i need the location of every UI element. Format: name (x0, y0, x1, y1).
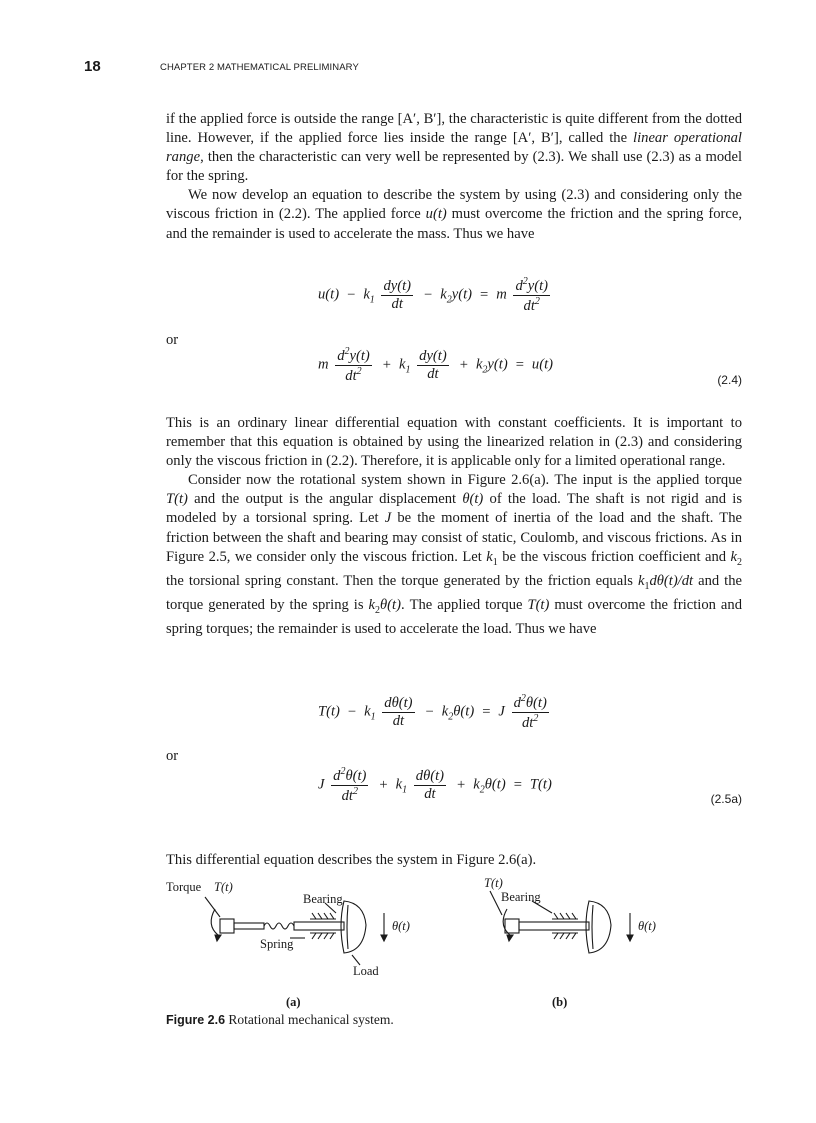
equation-number: (2.5a) (710, 792, 742, 806)
text-run: J (384, 510, 392, 527)
text-run: θ(t) (462, 491, 484, 508)
shaft-left (234, 923, 264, 929)
text-run: k (730, 548, 738, 565)
equation-2-5a: J $\frac{d^2\theta(t)}{dt^2}$ + $k_1$ $\frac{d\theta(t)}{dt}$ + $k_2\theta(t) = T(t)$ (318, 766, 552, 804)
text-run: of the load. The shaft is not rigid and is modeled by a torsional spring. Let (166, 491, 743, 527)
text-run: θ(t) (380, 596, 401, 613)
sub-label-b: (b) (552, 995, 568, 1009)
running-head: CHAPTER 2 MATHEMATICAL PRELIMINARY (160, 62, 359, 73)
paragraph (166, 471, 742, 638)
text-run: dθ(t)/dt (649, 572, 694, 589)
or-text: or (166, 748, 179, 764)
bearing-label-b: Bearing (501, 890, 541, 904)
text-run: must overcome the friction and spring torques; the remainder is used to accelerate the load. Thus we have (166, 596, 743, 637)
bearing-label: Bearing (303, 892, 343, 906)
theta-label-b: θ(t) (638, 919, 656, 933)
torque-symbol-b: T(t) (484, 876, 503, 890)
closing-sentence: This differential equation describes the system in Figure 2.6(a). (166, 852, 537, 868)
text-run: u(t) (425, 206, 447, 223)
torque-label: Torque (166, 880, 202, 894)
text-run: . The applied torque (400, 596, 528, 613)
text-run: 1 (492, 556, 498, 568)
spring-label: Spring (260, 937, 294, 951)
text-block-top (166, 110, 742, 244)
figure-2-6 (160, 875, 660, 1015)
text-run: be the viscous friction coefficient and (497, 548, 731, 565)
shaft-end-b (505, 919, 519, 933)
text-run: the torsional spring constant. Then the torque generated by the friction equals (166, 572, 638, 589)
equation-torque-balance: $T(t) - k_1$ $\frac{d\theta(t)}{dt}$ − $k_2\theta(t) = J$ $\frac{d^2\theta(t)}{dt^2}$ (318, 693, 547, 731)
load-disk-b (586, 901, 611, 953)
paragraph (166, 414, 742, 471)
figure-caption (166, 1012, 394, 1028)
text-run: Consider now the rotational system shown in Figure 2.6(a). The input is the applied torque (188, 472, 742, 489)
text-run: and the output is the angular displacement (187, 491, 463, 508)
text-run: linear operational range (166, 130, 742, 166)
text-run: k (486, 548, 493, 565)
text-run: , then the characteristic can very well be represented by (2.3). We shall use (2.3) as a model for the spring. (166, 149, 742, 185)
text-block-middle (166, 414, 742, 639)
figure-caption-label: Figure 2.6 (166, 1013, 226, 1027)
torque-arrowhead (215, 935, 221, 941)
equation-2-4: m $\frac{d^2y(t)}{dt^2}$ + $k_1$ $\frac{dy(t)}{dt}$ + $k_2y(t) = u(t)$ (318, 346, 553, 384)
paragraph (166, 110, 742, 186)
text-run: 1 (644, 580, 650, 592)
text-run: T(t) (166, 491, 188, 508)
text-run: be the moment of inertia of the load and the shaft. The friction between the shaft and bearing may consist of static, Coulomb, and viscous frictions. As in Figure 2.5, we consider only the viscous friction. Let (166, 510, 742, 565)
text-run: T(t) (527, 596, 550, 613)
torque-symbol: T(t) (214, 880, 233, 894)
text-run: 2 (737, 556, 743, 568)
sub-label-a: (a) (286, 995, 301, 1009)
load-disk (341, 901, 366, 953)
text-run: and the torque generated by the spring is (166, 572, 743, 613)
figure-caption-text: Rotational mechanical system. (228, 1012, 394, 1027)
shaft-end (220, 919, 234, 933)
shaft-right (294, 922, 344, 930)
text-run: k (368, 596, 375, 613)
paragraph (166, 186, 742, 243)
torsional-spring (264, 923, 294, 929)
or-text: or (166, 332, 179, 348)
text-run: must overcome the friction and the spring force, and the remainder is used to accelerate the mass. Thus we have (166, 206, 742, 242)
equation-number: (2.4) (717, 373, 742, 387)
equation-force-balance: $u(t) - k_1$ $\frac{dy(t)}{dt}$ − $k_2y(t) = m$ $\frac{d^2y(t)}{dt^2}$ (318, 276, 548, 314)
load-label: Load (353, 964, 379, 978)
text-run: 2 (375, 604, 380, 616)
figure-drawing (160, 875, 660, 1015)
text-run: k (637, 572, 645, 589)
system-a-drawing (205, 897, 387, 965)
page-number: 18 (84, 58, 101, 75)
text-run: We now develop an equation to describe the system by using (2.3) and considering only the viscous friction in (2.2). The applied force (166, 187, 742, 223)
text-run: This is an ordinary linear differential equation with constant coefficients. It is important to remember that this equation is obtained by using the linearized relation in (2.3) and considering only the viscous friction in (2.2). Therefore, it is applicable only for a limited operational range. (166, 415, 742, 470)
rigid-shaft-b (519, 922, 589, 930)
text-run: if the applied force is outside the range [A′, B′], the characteristic is quite different from the dotted line. However, if the applied force lies inside the range [A′, B′], called the (166, 111, 742, 147)
theta-label-a: θ(t) (392, 919, 410, 933)
